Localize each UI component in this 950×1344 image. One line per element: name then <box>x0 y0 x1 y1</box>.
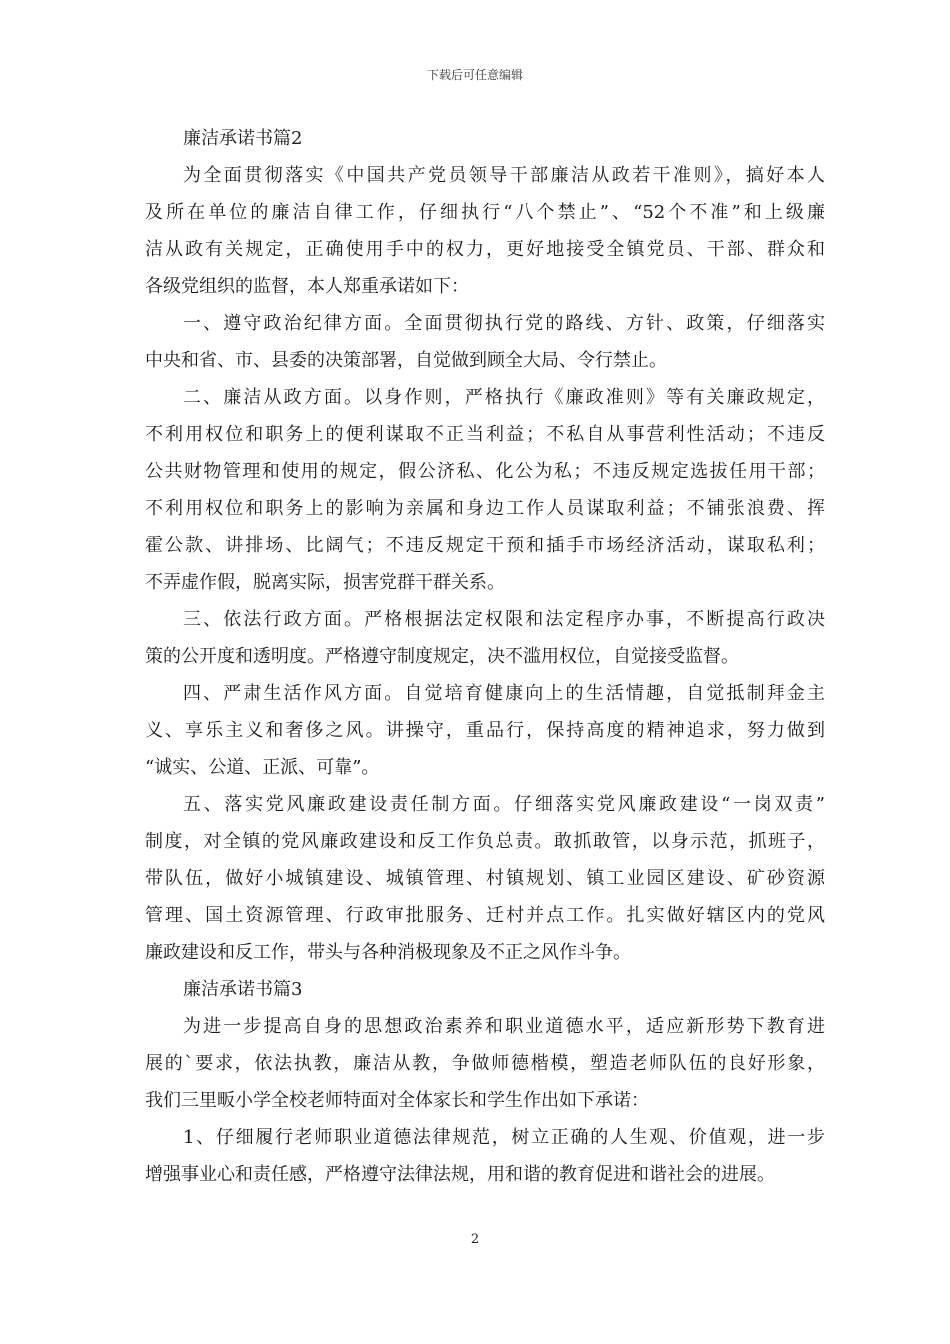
paragraph <box>145 305 825 379</box>
text-line: 不弄虚作假，脱离实际，损害党群干群关系。 <box>145 572 505 593</box>
text-line: 二、廉洁从政方面。以身作则，严格执行《廉政准则》等有关廉政规定， <box>183 387 825 408</box>
text-line: 廉洁承诺书篇2 <box>183 128 303 149</box>
text-line: 一、遵守政治纪律方面。全面贯彻执行党的路线、方针、政策，仔细落实 <box>183 313 825 334</box>
text-line: “诚实、公道、正派、可靠”。 <box>145 757 380 778</box>
text-line: 四、严肃生活作风方面。自觉培育健康向上的生活情趣，自觉抵制拜金主 <box>183 683 825 704</box>
paragraph <box>145 786 825 971</box>
text-line: 不利用权位和职务上的影响为亲属和身边工作人员谋取利益；不铺张浪费、挥 <box>145 498 825 519</box>
text-line: 及所在单位的廉洁自律工作，仔细执行“八个禁止”、“52个不准”和上级廉 <box>145 202 825 223</box>
section-heading <box>145 120 825 157</box>
text-line: 霍公款、讲排场、比阔气；不违反规定干预和插手市场经济活动，谋取私利； <box>145 535 825 556</box>
text-line: 不利用权位和职务上的便利谋取不正当利益；不私自从事营利性活动；不违反 <box>145 424 825 445</box>
text-line: 义、享乐主义和奢侈之风。讲操守，重品行，保持高度的精神追求，努力做到 <box>145 720 825 741</box>
paragraph <box>145 601 825 675</box>
paragraph <box>145 379 825 601</box>
text-line: 中央和省、市、县委的决策部署，自觉做到顾全大局、令行禁止。 <box>145 350 667 371</box>
page-header: 下载后可任意编辑 <box>426 68 523 82</box>
paragraph <box>145 1119 825 1193</box>
text-line: 洁从政有关规定，正确使用手中的权力，更好地接受全镇党员、干部、群众和 <box>145 239 825 260</box>
section-heading <box>145 971 825 1008</box>
paragraph <box>145 675 825 786</box>
text-line: 五、落实党风廉政建设责任制方面。仔细落实党风廉政建设“一岗双责” <box>183 794 825 815</box>
text-line: 我们三里畈小学全校老师特面对全体家长和学生作出如下承诺： <box>145 1090 649 1111</box>
text-line: 展的`要求，依法执教，廉洁从教，争做师德楷模，塑造老师队伍的良好形象， <box>145 1053 825 1074</box>
text-line: 公共财物管理和使用的规定，假公济私、化公为私；不违反规定选拔任用干部； <box>145 461 825 482</box>
text-line: 增强事业心和责任感，严格遵守法律法规，用和谐的教育促进和谐社会的进展。 <box>145 1164 775 1185</box>
text-line: 带队伍，做好小城镇建设、城镇管理、村镇规划、镇工业园区建设、矿砂资源 <box>145 868 825 889</box>
text-line: 为进一步提高自身的思想政治素养和职业道德水平，适应新形势下教育进 <box>183 1016 825 1037</box>
paragraph <box>145 1008 825 1119</box>
text-line: 管理、国土资源管理、行政审批服务、迁村并点工作。扎实做好辖区内的党风 <box>145 905 825 926</box>
text-line: 廉洁承诺书篇3 <box>183 979 303 1000</box>
text-line: 廉政建设和反工作，带头与各种消极现象及不正之风作斗争。 <box>145 942 631 963</box>
text-line: 策的公开度和透明度。严格遵守制度规定，决不滥用权位，自觉接受监督。 <box>145 646 739 667</box>
text-line: 各级党组织的监督，本人郑重承诺如下： <box>145 276 469 297</box>
paragraph <box>145 157 825 305</box>
page-number: 2 <box>470 1232 480 1247</box>
text-line: 三、依法行政方面。严格根据法定权限和法定程序办事，不断提高行政决 <box>183 609 825 630</box>
text-line: 制度，对全镇的党风廉政建设和反工作负总责。敢抓敢管，以身示范，抓班子， <box>145 831 825 852</box>
text-line: 为全面贯彻落实《中国共产党员领导干部廉洁从政若干准则》，搞好本人 <box>183 165 825 186</box>
text-line: 1、仔细履行老师职业道德法律规范，树立正确的人生观、价值观，进一步 <box>183 1127 825 1148</box>
document-body <box>145 120 825 1193</box>
